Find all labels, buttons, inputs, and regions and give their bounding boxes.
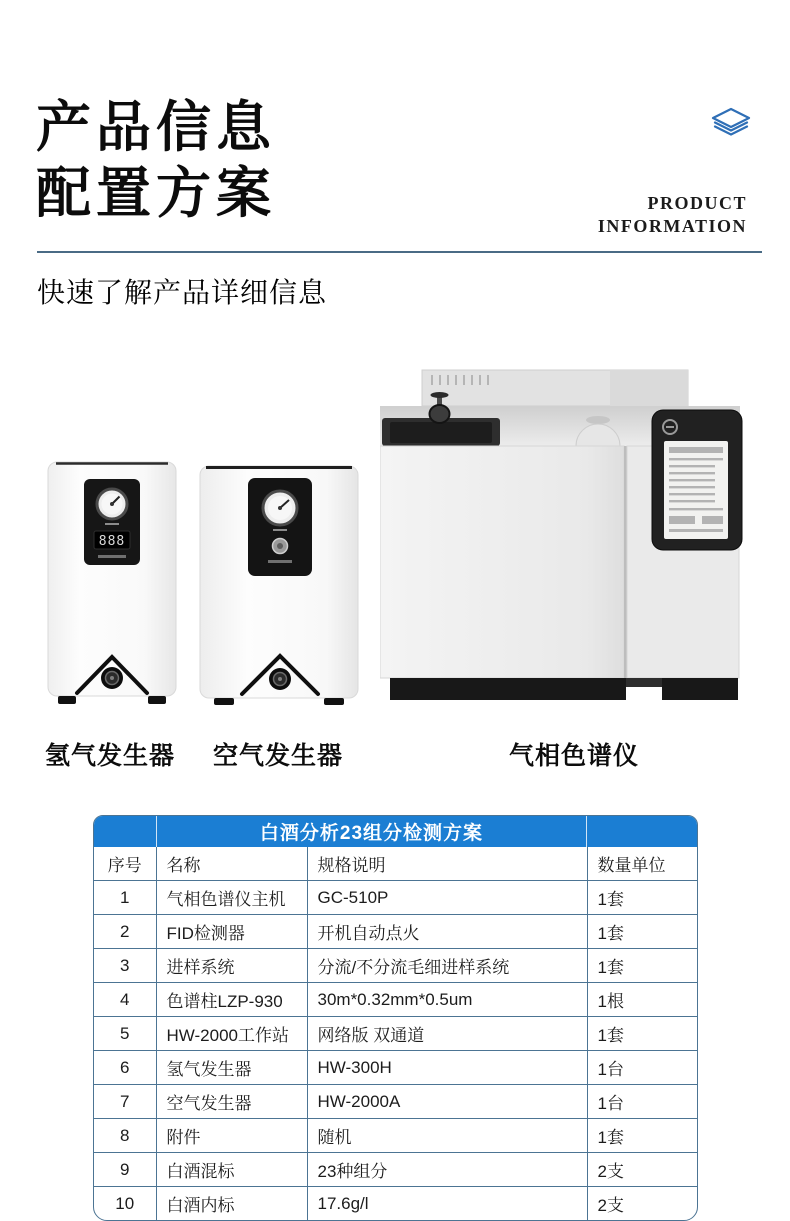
- table-cell-spec: 分流/不分流毛细进样系统: [307, 949, 587, 983]
- pressure-gauge-icon: [97, 489, 127, 519]
- gas-chromatograph-image: [380, 368, 745, 711]
- table-cell-qty: 1套: [587, 1119, 697, 1153]
- table-cell-name: 空气发生器: [156, 1085, 307, 1119]
- table-cell-name: FID检测器: [156, 915, 307, 949]
- table-cell-spec: GC-510P: [307, 881, 587, 915]
- table-cell-no: 8: [94, 1119, 156, 1153]
- col-header-no: 序号: [94, 847, 156, 881]
- table-cell-name: HW-2000工作站: [156, 1017, 307, 1051]
- table-cell-spec: HW-300H: [307, 1051, 587, 1085]
- table-cell-spec: 网络版 双通道: [307, 1017, 587, 1051]
- spec-table-body: [94, 881, 697, 1221]
- table-cell-no: 1: [94, 881, 156, 915]
- hydrogen-control-panel: [84, 479, 140, 565]
- table-cell-qty: 1套: [587, 1017, 697, 1051]
- table-cell-no: 9: [94, 1153, 156, 1187]
- table-cell-qty: 1台: [587, 1051, 697, 1085]
- table-header-row: [94, 847, 697, 881]
- page-title-line1: 产品信息: [36, 96, 277, 158]
- table-cell-no: 2: [94, 915, 156, 949]
- pressure-gauge-icon: [263, 491, 297, 525]
- table-cell-name: 进样系统: [156, 949, 307, 983]
- table-row: [94, 1119, 697, 1153]
- table-cell-qty: 2支: [587, 1187, 697, 1221]
- header-divider: [37, 251, 762, 253]
- table-cell-no: 6: [94, 1051, 156, 1085]
- air-control-panel: [248, 478, 312, 576]
- table-cell-no: 5: [94, 1017, 156, 1051]
- table-cell-qty: 1套: [587, 949, 697, 983]
- table-cell-qty: 1台: [587, 1085, 697, 1119]
- air-generator-image: [198, 458, 360, 711]
- table-cell-spec: HW-2000A: [307, 1085, 587, 1119]
- page-title-line2: 配置方案: [36, 162, 277, 224]
- table-cell-spec: 23种组分: [307, 1153, 587, 1187]
- table-cell-no: 4: [94, 983, 156, 1017]
- table-row: [94, 1187, 697, 1221]
- table-cell-spec: 随机: [307, 1119, 587, 1153]
- table-cell-qty: 1根: [587, 983, 697, 1017]
- col-header-name: 名称: [156, 847, 307, 881]
- english-subtitle-line1: PRODUCT: [647, 193, 747, 213]
- col-header-spec: 规格说明: [307, 847, 587, 881]
- adjust-knob-icon: [273, 539, 288, 554]
- table-cell-name: 白酒混标: [156, 1153, 307, 1187]
- table-cell-no: 3: [94, 949, 156, 983]
- table-row: [94, 881, 697, 915]
- table-cell-qty: 1套: [587, 881, 697, 915]
- spec-table: [93, 815, 698, 1221]
- table-cell-no: 7: [94, 1085, 156, 1119]
- table-row: [94, 949, 697, 983]
- label-air-generator: 空气发生器: [213, 742, 344, 770]
- table-cell-name: 氢气发生器: [156, 1051, 307, 1085]
- english-subtitle: [598, 192, 747, 238]
- title-bar-cell-right: [586, 816, 697, 847]
- table-cell-spec: 30m*0.32mm*0.5um: [307, 983, 587, 1017]
- spec-table-title-bar: [94, 816, 697, 847]
- table-cell-name: 色谱柱LZP-930: [156, 983, 307, 1017]
- table-row: [94, 1017, 697, 1051]
- english-subtitle-line2: INFORMATION: [597, 216, 747, 236]
- table-row: [94, 1085, 697, 1119]
- digital-display: 888: [98, 534, 126, 549]
- label-hydrogen-generator: 氢气发生器: [45, 742, 176, 770]
- table-cell-name: 附件: [156, 1119, 307, 1153]
- table-row: [94, 915, 697, 949]
- table-cell-name: 气相色谱仪主机: [156, 881, 307, 915]
- spec-table-grid: [94, 847, 697, 1220]
- table-row: [94, 983, 697, 1017]
- table-cell-spec: 开机自动点火: [307, 915, 587, 949]
- gc-control-panel: [652, 410, 742, 550]
- spec-table-title: 白酒分析23组分检测方案: [259, 823, 484, 844]
- table-cell-spec: 17.6g/l: [307, 1187, 587, 1221]
- table-cell-qty: 2支: [587, 1153, 697, 1187]
- gc-display-screen: [664, 441, 728, 539]
- tagline: 快速了解产品详细信息: [37, 278, 328, 309]
- col-header-qty: 数量单位: [587, 847, 697, 881]
- hydrogen-generator-image: [46, 456, 178, 711]
- label-gas-chromatograph: 气相色谱仪: [509, 742, 640, 770]
- title-bar-cell-left: [94, 816, 157, 847]
- table-cell-name: 白酒内标: [156, 1187, 307, 1221]
- page-title: [36, 94, 276, 226]
- layers-icon: [710, 106, 752, 151]
- table-row: [94, 1051, 697, 1085]
- table-cell-qty: 1套: [587, 915, 697, 949]
- table-row: [94, 1153, 697, 1187]
- table-cell-no: 10: [94, 1187, 156, 1221]
